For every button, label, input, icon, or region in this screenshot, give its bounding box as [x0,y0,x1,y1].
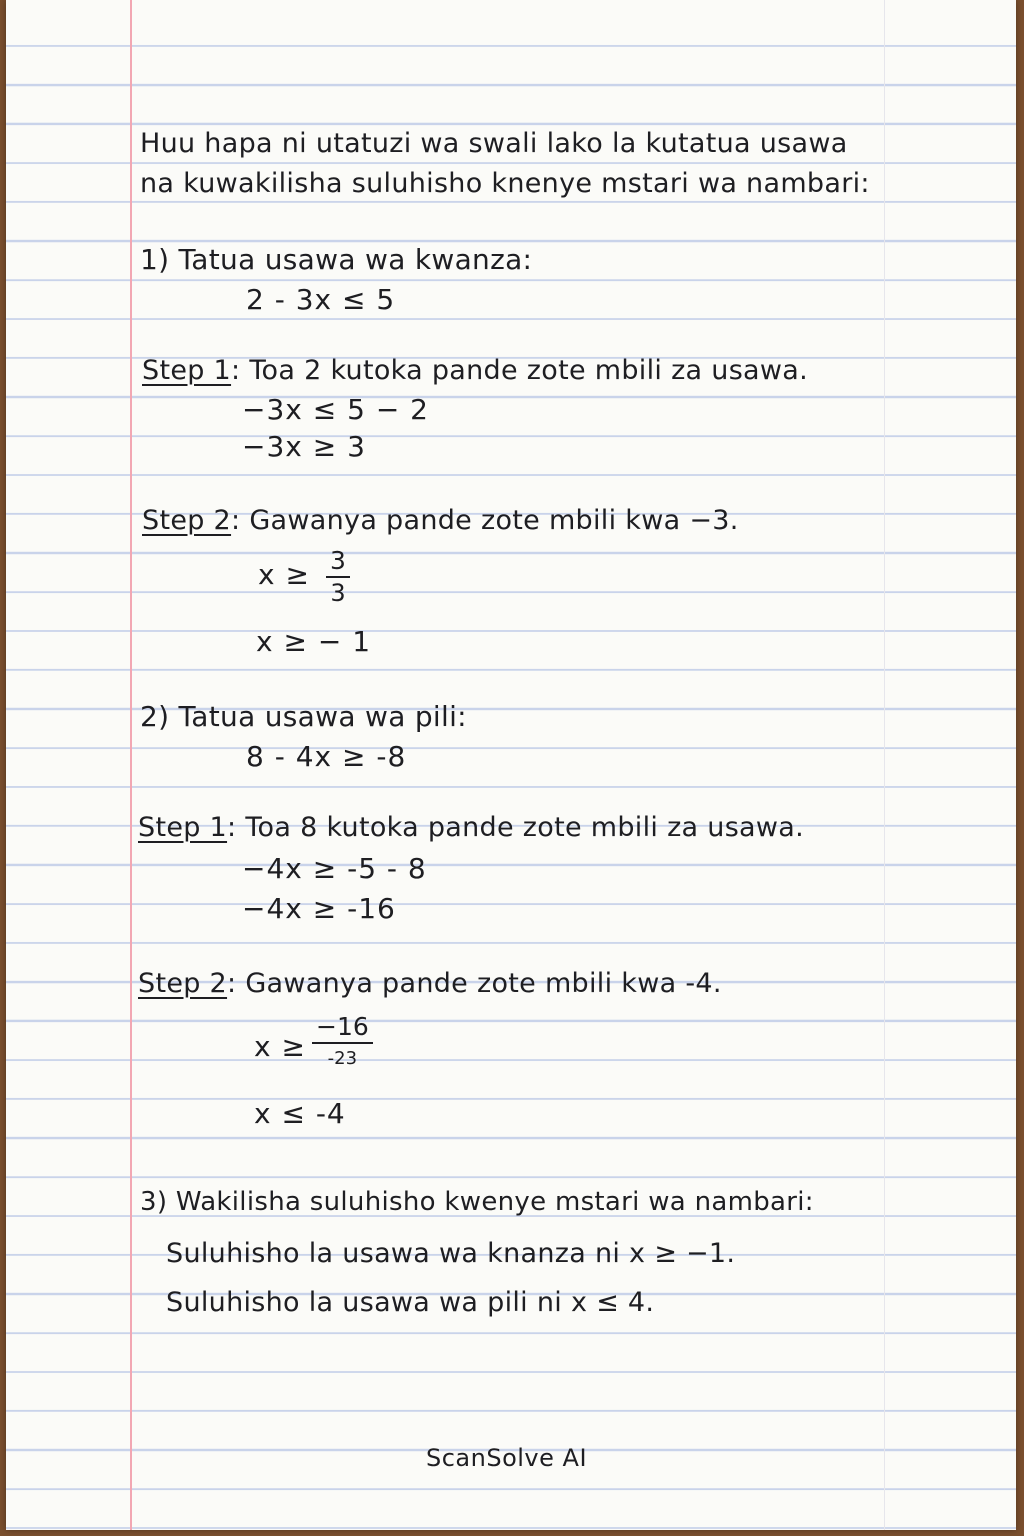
part2-frac-lhs: x ≥ [254,1030,306,1063]
part2-step1-line-2: −4x ≥ -16 [242,892,396,925]
step-text: : Toa 2 kutoka pande zote mbili za usawa. [231,355,809,386]
step-text: : Gawanya pande zote mbili kwa -4. [227,968,722,999]
fraction-numerator: 3 [326,546,350,578]
part1-result: x ≥ − 1 [256,625,372,658]
step-label: Step 2 [138,968,228,999]
footer-brand: ScanSolve AI [426,1444,588,1472]
step-text: : Toa 8 kutoka pande zote mbili za usawa. [227,812,805,843]
part2-fraction [312,1012,373,1074]
step-label: Step 1 [142,355,232,386]
intro-line-2: na kuwakilisha suluhisho knenye mstari wa nambari: [140,168,870,199]
part2-result: x ≤ -4 [254,1097,346,1130]
part1-frac-lhs: x ≥ [258,558,310,591]
faint-right-line [884,0,885,1530]
part2-equation: 8 - 4x ≥ -8 [246,740,407,773]
part1-step1-line-2: −3x ≥ 3 [242,430,366,463]
part2-step2 [138,968,722,999]
part1-fraction [326,546,350,608]
step-label: Step 2 [142,505,232,536]
part2-step1 [138,812,804,843]
part3-line-1: Suluhisho la usawa wa knanza ni x ≥ −1. [166,1238,736,1269]
part1-step1-line-1: −3x ≤ 5 − 2 [242,393,429,426]
fraction-denominator: 3 [330,579,346,607]
part1-equation: 2 - 3x ≤ 5 [246,283,396,316]
part1-step1 [142,355,808,386]
notebook-paper [6,0,1016,1530]
part3-heading: 3) Wakilisha suluhisho kwenye mstari wa nambari: [140,1187,814,1217]
part3-line-2: Suluhisho la usawa wa pili ni x ≤ 4. [166,1287,655,1318]
red-margin-line [130,0,132,1530]
part1-step2 [142,505,739,536]
fraction-numerator: −16 [312,1012,373,1044]
fraction-denominator: -23 [327,1048,358,1069]
step-text: : Gawanya pande zote mbili kwa −3. [231,505,739,536]
part2-heading: 2) Tatua usawa wa pili: [140,700,467,733]
step-label: Step 1 [138,812,228,843]
part2-step1-line-1: −4x ≥ -5 - 8 [242,852,427,885]
intro-line-1: Huu hapa ni utatuzi wa swali lako la kutatua usawa [140,128,848,159]
part1-heading: 1) Tatua usawa wa kwanza: [140,243,533,276]
